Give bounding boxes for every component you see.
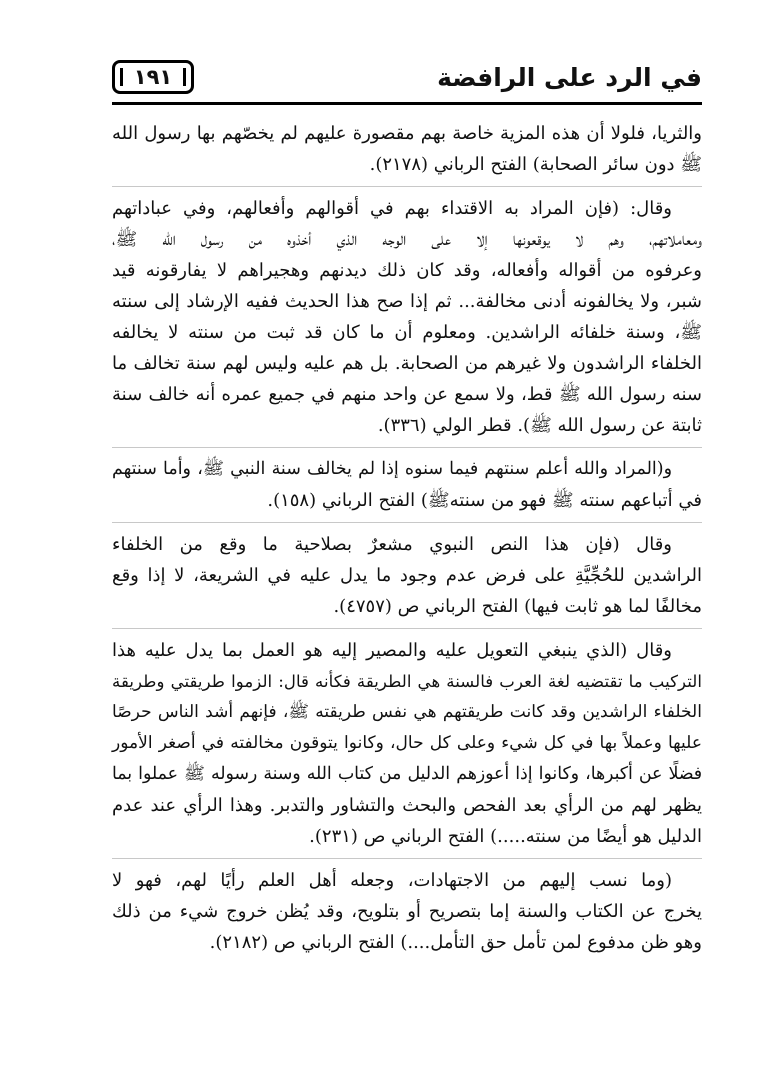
page-number-frame <box>112 60 194 94</box>
paragraph <box>112 118 702 180</box>
text-line: ثابتة عن رسول الله ﷺ). قطر الولي (٣٣٦). <box>377 415 702 436</box>
text-line: وقال (فإن هذا النص النبوي مشعرٌ بصلاحية ما وقع من الخلفاء <box>112 534 672 555</box>
page-number: ١٩١ <box>133 65 173 89</box>
text-line: شبر، ولا يخالفونه أدنى مخالفة... ثم إذا صح هذا الحديث ففيه الإرشاد إلى سنته <box>112 291 702 312</box>
text-line: يظهر لهم من الرأي بعد الفحص والبحث والتشاور والتدبر. وهذا الرأي عند عدم <box>112 795 702 816</box>
text-line: وعرفوه من أقواله وأفعاله، وقد كان ذلك ديدنهم وهجيراهم لا يفارقونه قيد <box>112 260 702 281</box>
header-rule <box>112 102 702 105</box>
text-line: التركيب ما تقتضيه لغة العرب فالسنة هي الطريقة فكأنه قال: الزموا طريقتي وطريقة <box>112 672 702 691</box>
paragraph <box>112 454 702 516</box>
text-line: و(المراد والله أعلم سنتهم فيما سنوه إذا لم يخالف سنة النبي ﷺ، وأما سنتهم <box>112 459 672 479</box>
paragraph-divider <box>112 186 702 187</box>
text-line: سنه رسول الله ﷺ قط، ولا سمع عن واحد منهم في جميع عمره أنه خالف سنة <box>112 384 702 405</box>
text-line: وقال: (فإن المراد به الاقتداء بهم في أقوالهم وأفعالهم، وفي عباداتهم <box>112 198 672 219</box>
paragraph <box>112 635 702 852</box>
page-header <box>112 60 702 108</box>
text-line: الخلفاء الراشدون ولا غيرهم من الصحابة. بل هم عليه وليس لهم سنة تخالف ما <box>112 353 702 374</box>
paragraph <box>112 193 702 441</box>
paragraph-divider <box>112 628 702 629</box>
text-line: مخالفًا لما هو ثابت فيها) الفتح الرباني ص (٤٧٥٧). <box>333 596 702 617</box>
paragraph-divider <box>112 522 702 523</box>
text-line: ﷺ دون سائر الصحابة) الفتح الرباني (٢١٧٨). <box>369 154 702 175</box>
text-line: الراشدين للحُجِّيَّةِ على فرض عدم وجود ما يدل عليه في الشريعة، لا إذا وقع <box>112 565 702 586</box>
text-line: الدليل هو أيضًا من سنته.....) الفتح الرباني ص (٢٣١). <box>309 826 702 847</box>
text-line: في أتباعهم سنته ﷺ فهو من سنتهﷺ) الفتح الرباني (١٥٨). <box>267 490 702 511</box>
text-line: فضلًا عن أكبرها، وكانوا إذا أعوزهم الدليل من كتاب الله وسنة رسوله ﷺ عملوا بما <box>112 764 702 784</box>
text-line: وهو ظن مدفوع لمن تأمل حق التأمل....) الفتح الرباني ص (٢١٨٢). <box>209 932 702 953</box>
text-line: يخرج عن الكتاب والسنة إما بتصريح أو بتلويح، وقد يُظن خروج شيء من ذلك <box>112 901 702 922</box>
text-line: الخلفاء الراشدين وقد كانت طريقتهم هي نفس طريقته ﷺ، فإنهم أشد الناس حرصًا <box>112 702 702 722</box>
text-line: وقال (الذي ينبغي التعويل عليه والمصير إليه هو العمل بما يدل عليه هذا <box>112 640 672 661</box>
paragraph <box>112 529 702 622</box>
body-text <box>112 118 702 958</box>
paragraph-divider <box>112 858 702 859</box>
running-title: في الرد على الرافضة <box>437 63 702 92</box>
text-line: والثريا، فلولا أن هذه المزية خاصة بهم مقصورة عليهم لم يخصّهم بها رسول الله <box>112 123 702 144</box>
text-line: (وما نسب إليهم من الاجتهادات، وجعله أهل العلم رأيًا لهم، فهو لا <box>112 870 672 891</box>
paragraph-divider <box>112 447 702 448</box>
text-line: ومعاملاتهم، وهم لا يوقعونها إلا على الوجه الذي أخذوه من رسول الله ﷺ، <box>112 229 702 250</box>
text-line: عليها وعملاً بها في كل شيء وعلى كل حال، وكانوا يتوقون مخالفته في أصغر الأمور <box>112 733 702 753</box>
text-line: ﷺ، وسنة خلفائه الراشدين. ومعلوم أن ما كان قد ثبت من سنته لا يخالفه <box>112 322 702 343</box>
paragraph <box>112 865 702 958</box>
